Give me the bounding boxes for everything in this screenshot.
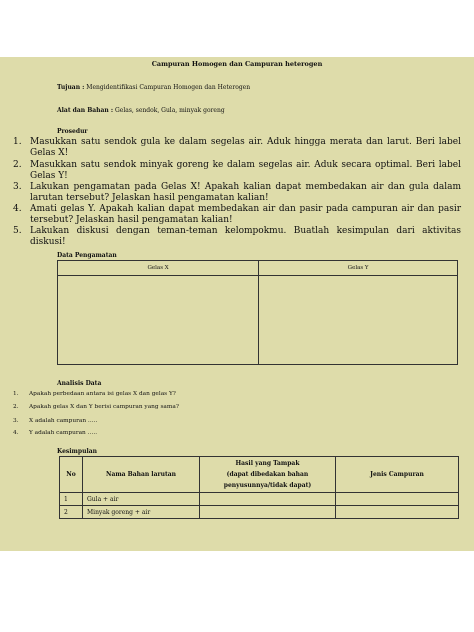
alat-bahan-line xyxy=(57,107,225,114)
gelas-y-cell[interactable] xyxy=(259,276,458,365)
analisis-heading: Analisis Data xyxy=(57,380,102,387)
analisis-number: 4. xyxy=(13,430,19,436)
step-text: Amati gelas Y. Apakah kalian dapat membedakan air dan pasir pada campuran air dan pasir tersebut? Jelaskan hasil pengamatan kalian! xyxy=(30,204,461,225)
kesimpulan-heading: Kesimpulan xyxy=(57,448,97,455)
row-jenis-cell[interactable] xyxy=(336,506,459,519)
prosedur-step xyxy=(13,182,461,203)
step-number: 5. xyxy=(13,226,22,236)
table-row xyxy=(60,493,459,506)
kesimpulan-table xyxy=(59,456,459,519)
step-text: Masukkan satu sendok gula ke dalam segelas air. Aduk hingga merata dan larut. Beri label Gelas X! xyxy=(30,137,461,158)
gelas-y-header: Gelas Y xyxy=(259,261,458,276)
tujuan-text: Mengidentifikasi Campuran Homogen dan Heterogen xyxy=(86,84,251,91)
alat-bahan-label: Alat dan Bahan : xyxy=(57,107,114,114)
step-number: 4. xyxy=(13,204,22,214)
hasil-header-line1: Hasil yang Tampak xyxy=(235,460,300,467)
col-nama-header: Nama Bahan larutan xyxy=(83,457,200,493)
gelas-x-cell[interactable] xyxy=(58,276,259,365)
row-nama: Gula + air xyxy=(83,493,200,506)
col-no-header: No xyxy=(60,457,83,493)
row-hasil-cell[interactable] xyxy=(200,506,336,519)
table-row xyxy=(60,506,459,519)
page-title: Campuran Homogen dan Campuran heterogen xyxy=(151,60,323,68)
data-pengamatan-heading: Data Pengamatan xyxy=(57,252,117,259)
step-number: 2. xyxy=(13,160,22,170)
row-jenis-cell[interactable] xyxy=(336,493,459,506)
alat-bahan-text: Gelas, sendok, Gula, minyak goreng xyxy=(115,107,225,114)
hasil-header-line2: (dapat dibedakan bahan xyxy=(226,471,309,478)
row-no: 2 xyxy=(60,506,83,519)
analisis-text: Apakah gelas X dan Y berisi campuran yang sama? xyxy=(29,404,179,410)
prosedur-step xyxy=(13,137,461,158)
analisis-text: X adalah campuran ….. xyxy=(29,418,98,424)
step-text: Lakukan diskusi dengan teman-teman kelompokmu. Buatlah kesimpulan dari aktivitas diskusi! xyxy=(30,226,461,247)
analisis-number: 2. xyxy=(13,404,19,410)
tujuan-label: Tujuan : xyxy=(57,84,85,91)
prosedur-step xyxy=(13,160,461,181)
analisis-text: Y adalah campuran ….. xyxy=(29,430,98,436)
prosedur-step xyxy=(13,204,461,225)
prosedur-step xyxy=(13,226,461,247)
step-number: 1. xyxy=(13,137,22,147)
step-text: Lakukan pengamatan pada Gelas X! Apakah kalian dapat membedakan air dan gula dalam larutan tersebut? Jelaskan hasil pengamatan kalian! xyxy=(30,182,461,203)
analisis-text: Apakah perbedaan antara isi gelas X dan gelas Y? xyxy=(29,391,176,397)
row-nama: Minyak goreng + air xyxy=(83,506,200,519)
row-no: 1 xyxy=(60,493,83,506)
hasil-header-line3: penyusunnya/tidak dapat) xyxy=(223,482,312,489)
observation-table xyxy=(57,260,458,365)
col-jenis-header: Jenis Campuran xyxy=(336,457,459,493)
col-hasil-header xyxy=(200,457,336,493)
tujuan-line xyxy=(57,84,250,91)
prosedur-heading: Prosedur xyxy=(57,128,88,135)
row-hasil-cell[interactable] xyxy=(200,493,336,506)
step-number: 3. xyxy=(13,182,22,192)
gelas-x-header: Gelas X xyxy=(58,261,259,276)
analisis-number: 3. xyxy=(13,418,19,424)
analisis-number: 1. xyxy=(13,391,19,397)
step-text: Masukkan satu sendok minyak goreng ke dalam segelas air. Aduk secara optimal. Beri label Gelas Y! xyxy=(30,160,461,181)
